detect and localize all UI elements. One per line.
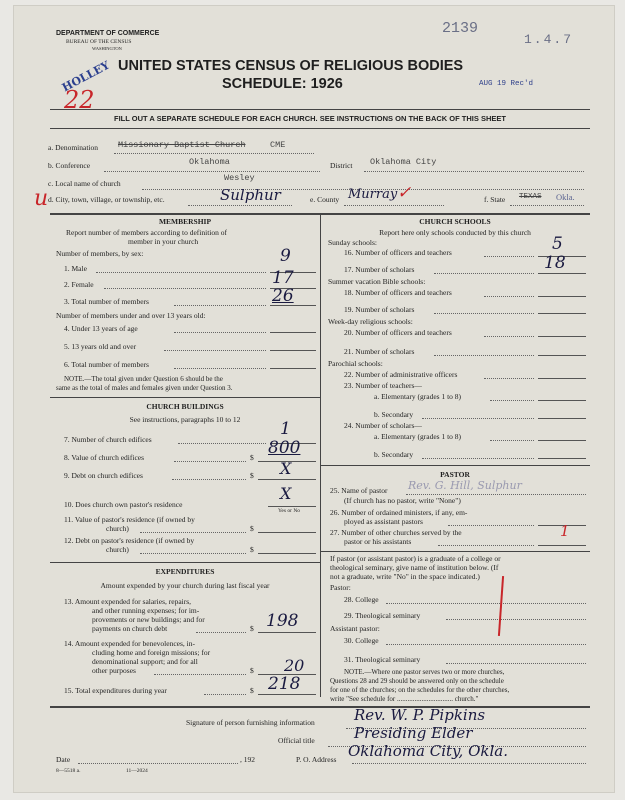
local-name-value: Wesley [224, 173, 255, 183]
q3-dots [174, 305, 266, 306]
q25-pastor-value: Rev. G. Hill, Sulphur [408, 479, 522, 492]
pastor-note-3: for one of the churches; on the schedules for the other churches, [330, 686, 510, 694]
q17-dots [434, 273, 534, 274]
q9-debt-value: X [280, 459, 292, 478]
graduate-instruction-3: not a graduate, write "No" in the space indicated.) [330, 572, 480, 581]
denomination-value: CME [270, 140, 286, 150]
county-line [344, 205, 444, 206]
official-title-value: Presiding Elder [354, 724, 473, 742]
q22-label: 22. Number of administrative officers [344, 370, 458, 379]
q8-value-label: 8. Value of church edifices [64, 453, 145, 462]
q5-answer-line [270, 350, 316, 351]
q3-total-label: 3. Total number of members [64, 297, 149, 306]
q15-total-value: 218 [268, 674, 301, 694]
state-value: Okla. [556, 192, 575, 202]
q19-label: 19. Number of scholars [344, 305, 415, 314]
q8-value-value: 800 [268, 438, 301, 458]
membership-note-1: NOTE.—The total given under Question 6 should be the [64, 375, 223, 383]
q11-label-b: church) [106, 524, 129, 533]
q22-dots [484, 378, 534, 379]
members-by-sex-label: Number of members, by sex: [56, 249, 144, 258]
holley-mark: HOLLEY [59, 58, 112, 95]
q9-dollar: $ [250, 471, 254, 480]
q6-answer-line [270, 368, 316, 369]
county-value: Murray [348, 187, 398, 202]
q16-label: 16. Number of officers and teachers [344, 248, 452, 257]
q12-dollar: $ [250, 545, 254, 554]
po-address-value: Oklahoma City, Okla. [348, 742, 508, 760]
q9-answer-line [258, 479, 316, 480]
q31-label: 31. Theological seminary [344, 655, 421, 664]
q11-label-a: 11. Value of pastor's residence (if owned by [64, 515, 195, 524]
state-line [510, 205, 584, 206]
city-label: d. City, town, village, or township, etc. [48, 195, 165, 204]
state-struck-value: TEXAS [519, 193, 542, 201]
q1-male-label: 1. Male [64, 264, 87, 273]
pastor-subheading: Pastor: [330, 583, 351, 592]
red-pencil-stroke [498, 576, 504, 636]
weekday-schools-heading: Week-day religious schools: [328, 317, 413, 326]
pastor-title: PASTOR [440, 470, 470, 479]
city-line [188, 205, 292, 206]
buildings-subtitle: See instructions, paragraphs 10 to 12 [129, 415, 241, 424]
q8-dollar: $ [250, 453, 254, 462]
q26-dots [448, 525, 534, 526]
parochial-schools-heading: Parochial schools: [328, 359, 383, 368]
q10-answer-line [268, 506, 316, 507]
q2-dots [104, 288, 266, 289]
q11-dots [140, 532, 246, 533]
form-number: 8—5518 a. [56, 768, 81, 774]
sunday-schools-heading: Sunday schools: [328, 238, 377, 247]
signature-label: Signature of person furnishing information [186, 718, 315, 727]
pastor-note-4: write "See schedule for ................................ church." [330, 695, 479, 703]
q7-edifices-label: 7. Number of church edifices [64, 435, 152, 444]
q18-label: 18. Number of officers and teachers [344, 288, 452, 297]
header-rule-bottom [50, 128, 590, 129]
graduate-rule [320, 551, 590, 552]
q25-note: (If church has no pastor, write "None") [344, 496, 461, 505]
date-line [78, 763, 238, 764]
q15-total-label: 15. Total expenditures during year [64, 686, 167, 695]
q18-dots [484, 296, 534, 297]
q23a-answer-line [538, 400, 586, 401]
official-title-label: Official title [278, 736, 315, 745]
q29-label: 29. Theological seminary [344, 611, 421, 620]
q1-dots [96, 272, 266, 273]
received-stamp: AUG 19 Rec'd [479, 80, 534, 88]
q4-dots [174, 332, 266, 333]
q27-value: 1 [560, 522, 570, 540]
q21-answer-line [538, 355, 586, 356]
red-number-mark: 22 [64, 86, 95, 114]
q17-answer-line [538, 273, 586, 274]
header-rule-top [50, 109, 590, 110]
q17-value: 18 [544, 253, 566, 273]
q11-answer-line [258, 532, 316, 533]
q23b-answer-line [538, 418, 586, 419]
stamp-number: 2139 [442, 20, 479, 37]
q30-line [386, 644, 586, 645]
schools-title: CHURCH SCHOOLS [419, 217, 491, 226]
membership-intro-2: member in your church [128, 237, 199, 246]
q13-label-b: and other running expenses; for im- [92, 606, 200, 615]
q13-label-a: 13. Amount expended for salaries, repairs, [64, 597, 192, 606]
conference-label: b. Conference [48, 161, 91, 170]
buildings-rule [50, 397, 320, 398]
expenditures-title: EXPENDITURES [155, 567, 215, 576]
q2-female-label: 2. Female [64, 280, 94, 289]
q23b-dots [422, 418, 534, 419]
q10-residence-value: X [280, 484, 292, 503]
q9-dots [172, 479, 246, 480]
q27-label-a: 27. Number of other churches served by the [330, 528, 462, 537]
q25-label: 25. Name of pastor [330, 486, 388, 495]
district-label: District [330, 161, 353, 170]
q12-label-b: church) [106, 545, 129, 554]
separate-schedule-instruction: FILL OUT A SEPARATE SCHEDULE FOR EACH CHURCH. SEE INSTRUCTIONS ON THE BACK OF THIS SHEET [114, 114, 506, 123]
denomination-line [114, 153, 314, 154]
q12-label-a: 12. Debt on pastor's residence (if owned by [64, 536, 195, 545]
q24b-dots [422, 458, 534, 459]
q5-dots [164, 350, 266, 351]
q20-label: 20. Number of officers and teachers [344, 328, 452, 337]
bureau-label: BUREAU OF THE CENSUS [66, 39, 132, 45]
denomination-label: a. Denomination [48, 143, 98, 152]
q24b-answer-line [538, 458, 586, 459]
q14-label-d: other purposes [92, 666, 136, 675]
q27-label-b: pastor or his assistants [344, 537, 412, 546]
q28-line [386, 603, 586, 604]
q26-label-b: ployed as assistant pastors [344, 517, 423, 526]
department-label: DEPARTMENT OF COMMERCE [56, 30, 160, 37]
pastor-note-2: Questions 28 and 29 should be answered only on the schedule [330, 677, 504, 685]
q11-dollar: $ [250, 524, 254, 533]
q10-residence-label: 10. Does church own pastor's residence [64, 500, 183, 509]
q13-answer-line [258, 632, 316, 633]
graduate-instruction-2: theological seminary, give name of institution below. (If [330, 563, 499, 572]
district-value: Oklahoma City [370, 157, 437, 167]
q27-dots [438, 545, 534, 546]
expenditures-rule [50, 562, 320, 563]
q17-label: 17. Number of scholars [344, 265, 415, 274]
q16-value: 5 [552, 234, 563, 254]
form-title: UNITED STATES CENSUS OF RELIGIOUS BODIES [118, 58, 464, 74]
q6-dots [174, 368, 266, 369]
q7-dots [178, 443, 266, 444]
q23b-label: b. Secondary [374, 410, 414, 419]
q19-answer-line [538, 313, 586, 314]
q14-label-b: cluding home and foreign missions; for [92, 648, 211, 657]
expenditures-subtitle: Amount expended by your church during last fiscal year [100, 581, 270, 590]
q4-under13-label: 4. Under 13 years of age [64, 324, 138, 333]
q28-label: 28. College [344, 595, 379, 604]
q21-dots [434, 355, 534, 356]
q24a-label: a. Elementary (grades 1 to 8) [374, 432, 462, 441]
q16-dots [484, 256, 534, 257]
column-divider [320, 213, 321, 697]
q14-dollar: $ [250, 666, 254, 675]
pastor-rule [320, 465, 590, 466]
state-label: f. State [484, 195, 506, 204]
county-check-mark: ✓ [397, 183, 412, 203]
q24a-answer-line [538, 440, 586, 441]
q27-answer-line [538, 545, 586, 546]
q12-answer-line [258, 553, 316, 554]
q21-label: 21. Number of scholars [344, 347, 415, 356]
schedule-title: SCHEDULE: 1926 [222, 76, 343, 92]
q24a-dots [490, 440, 534, 441]
membership-title: MEMBERSHIP [158, 217, 212, 226]
local-name-label: c. Local name of church [48, 179, 121, 188]
q23a-label: a. Elementary (grades 1 to 8) [374, 392, 462, 401]
graduate-instruction-1: If pastor (or assistant pastor) is a graduate of a college or [330, 554, 501, 563]
q15-dots [204, 694, 246, 695]
city-value: Sulphur [220, 186, 281, 204]
q26-label-a: 26. Number of ordained ministers, if any, em- [330, 508, 468, 517]
po-address-line [352, 763, 586, 764]
q4-answer-line [270, 332, 316, 333]
q13-label-c: provements or new buildings; and for [92, 615, 205, 624]
conference-line [104, 171, 320, 172]
q18-answer-line [538, 296, 586, 297]
q24b-label: b. Secondary [374, 450, 414, 459]
q13-dollar: $ [250, 624, 254, 633]
assistant-subheading: Assistant pastor: [330, 624, 380, 633]
q13-dots [196, 632, 246, 633]
q23a-dots [490, 400, 534, 401]
denomination-struck-value: Missionary Baptist Church [118, 140, 246, 150]
q20-answer-line [538, 336, 586, 337]
grid-rule-bottom [50, 706, 590, 708]
membership-note-2: same as the total of males and females given under Question 3. [56, 384, 233, 392]
membership-intro-1: Report number of members according to definition of [66, 228, 227, 237]
q14-label-c: denominational support; and for all [92, 657, 198, 666]
q8-dots [174, 461, 246, 462]
q7-edifices-value: 1 [280, 419, 291, 439]
po-address-label: P. O. Address [296, 755, 337, 764]
census-schedule-page [14, 6, 614, 792]
q13-amount-value: 198 [266, 611, 299, 631]
q15-answer-line [258, 694, 316, 695]
q20-dots [484, 336, 534, 337]
q23-label: 23. Number of teachers— [344, 381, 422, 390]
district-line [364, 171, 584, 172]
q24-label: 24. Number of scholars— [344, 421, 422, 430]
yes-no-hint: Yes or No [278, 508, 301, 514]
red-u-mark: u [34, 186, 49, 211]
q31-line [446, 663, 586, 664]
q14-label-a: 14. Amount expended for benevolences, in- [64, 639, 196, 648]
summer-schools-heading: Summer vacation Bible schools: [328, 277, 426, 286]
q13-label-d: payments on church debt [92, 624, 168, 633]
q2-female-value: 17 [272, 268, 294, 288]
washington-label: WASHINGTON [92, 46, 122, 51]
q5-over13-label: 5. 13 years old and over [64, 342, 137, 351]
q9-debt-label: 9. Debt on church edifices [64, 471, 143, 480]
q25-line [406, 494, 586, 495]
q14-dots [154, 674, 246, 675]
q1-male-value: 9 [280, 246, 291, 266]
q12-dots [140, 553, 246, 554]
q6-total-label: 6. Total number of members [64, 360, 149, 369]
q15-dollar: $ [250, 686, 254, 695]
signature-value: Rev. W. P. Pipkins [354, 706, 486, 724]
date-label: Date [56, 755, 71, 764]
pastor-note-1: NOTE.—Where one pastor serves two or more churches, [344, 668, 505, 676]
q3-total-value: 26 [272, 286, 294, 306]
conference-value: Oklahoma [189, 157, 230, 167]
file-code: 1.4.7 [524, 32, 574, 47]
date-year: , 192 [240, 755, 255, 764]
q14-amount-value: 20 [284, 656, 305, 675]
print-number: 11—2024 [126, 768, 148, 774]
buildings-title: CHURCH BUILDINGS [146, 402, 224, 411]
age-heading: Number of members under and over 13 years old: [56, 311, 206, 320]
schools-subtitle: Report here only schools conducted by this church [379, 228, 531, 237]
q19-dots [434, 313, 534, 314]
q22-answer-line [538, 378, 586, 379]
q30-label: 30. College [344, 636, 379, 645]
county-label: e. County [310, 195, 340, 204]
q29-line [446, 619, 586, 620]
